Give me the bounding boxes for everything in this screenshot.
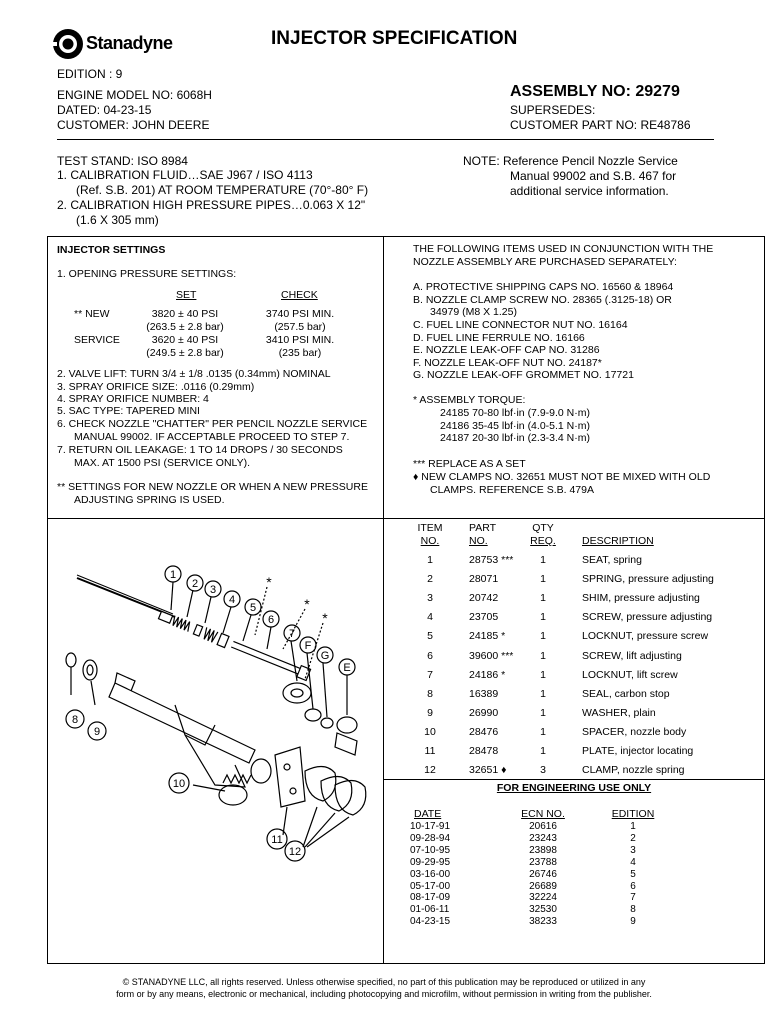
eng-edition: 4	[630, 857, 636, 868]
parts-description: SPRING, pressure adjusting	[582, 573, 714, 585]
eng-date: 01-06-11	[410, 904, 450, 915]
eng-date: 09-29-95	[410, 857, 451, 868]
opening-pressure: 1. OPENING PRESSURE SETTINGS:	[57, 268, 237, 280]
parts-qty: 1	[540, 611, 546, 623]
new-label: ** NEW	[74, 308, 110, 320]
eng-ecn: 23788	[529, 857, 557, 868]
parts-item-no: 2	[427, 573, 433, 585]
eng-ecn: 23898	[529, 845, 557, 856]
item-b-cont: 34979 (M8 X 1.25)	[430, 306, 517, 318]
service-check-psi: 3410 PSI MIN.	[265, 334, 335, 346]
parts-qty: 1	[540, 726, 546, 738]
calibration-fluid: 1. CALIBRATION FLUID…SAE J967 / ISO 4113	[57, 168, 313, 182]
calibration-fluid-ref: (Ref. S.B. 201) AT ROOM TEMPERATURE (70°-80° F)	[76, 183, 369, 197]
engine-model: ENGINE MODEL NO: 6068H	[57, 88, 212, 102]
eng-date: 03-16-00	[410, 869, 451, 880]
eng-date: 07-10-95	[410, 845, 451, 856]
parts-description: SHIM, pressure adjusting	[582, 592, 700, 604]
callout-6: 6	[267, 614, 275, 626]
parts-part-no: 39600 ***	[469, 650, 514, 662]
eng-edition: 5	[630, 869, 636, 880]
callout-g: G	[320, 650, 330, 662]
asterisk-3: *	[322, 610, 328, 626]
parts-item-no: 12	[424, 764, 436, 776]
injector-settings-title: INJECTOR SETTINGS	[57, 244, 166, 256]
parts-part-no: 28071	[469, 573, 499, 585]
box-vertical-divider	[383, 236, 384, 964]
parts-part-no: 28753 ***	[469, 554, 514, 566]
parts-part-no: 24186 *	[469, 669, 506, 681]
separate-intro-cont: NOZZLE ASSEMBLY ARE PURCHASED SEPARATELY:	[413, 256, 677, 268]
parts-qty: 3	[540, 764, 546, 776]
copyright-line-1: © STANADYNE LLC, all rights reserved. Unless otherwise specified, no part of this publication may be reproduced or utilized in any	[122, 977, 646, 987]
new-set-psi: 3820 ± 40 PSI	[151, 308, 219, 320]
note-line-2: Manual 99002 and S.B. 467 for	[510, 169, 677, 183]
box-middle-divider	[47, 518, 765, 519]
exploded-view-diagram	[55, 545, 375, 875]
item-e: E. NOZZLE LEAK-OFF CAP NO. 31286	[413, 344, 600, 356]
item-d: D. FUEL LINE FERRULE NO. 16166	[413, 332, 585, 344]
parts-item-no: 11	[424, 745, 436, 757]
stanadyne-logo-icon	[52, 28, 84, 60]
customer-part-number: CUSTOMER PART NO: RE48786	[510, 118, 691, 132]
item-header-2: NO.	[420, 535, 440, 547]
parts-description: SCREW, pressure adjusting	[582, 611, 713, 623]
qty-header-1: QTY	[532, 522, 554, 534]
date-header: DATE	[414, 808, 442, 820]
assembly-torque: * ASSEMBLY TORQUE:	[413, 394, 526, 406]
asterisk-1: *	[266, 574, 272, 590]
parts-qty: 1	[540, 573, 546, 585]
parts-part-no: 26990	[469, 707, 499, 719]
parts-description: CLAMP, nozzle spring	[582, 764, 685, 776]
eng-ecn: 26689	[529, 881, 557, 892]
parts-item-no: 3	[427, 592, 433, 604]
settings-footnote: ** SETTINGS FOR NEW NOZZLE OR WHEN A NEW PRESSURE	[57, 481, 368, 493]
valve-lift: 2. VALVE LIFT: TURN 3/4 ± 1/8 .0135 (0.34mm) NOMINAL	[57, 368, 331, 380]
eng-date: 09-28-94	[410, 833, 451, 844]
qty-header-2: REQ.	[530, 535, 556, 547]
parts-description: SEAL, carbon stop	[582, 688, 670, 700]
note-line-1: NOTE: Reference Pencil Nozzle Service	[463, 154, 678, 168]
copyright-line-2: form or by any means, electronic or mechanical, including photocopying and microfilm, without permission in writing from the publisher.	[116, 989, 652, 999]
replace-as-set: *** REPLACE AS A SET	[413, 458, 526, 470]
service-set-bar: (249.5 ± 2.8 bar)	[146, 347, 224, 359]
parts-part-no: 28478	[469, 745, 499, 757]
eng-date: 10-17-91	[410, 821, 451, 832]
parts-part-no: 24185 *	[469, 630, 506, 642]
engineering-divider	[383, 779, 765, 780]
new-clamps-note: ♦ NEW CLAMPS NO. 32651 MUST NOT BE MIXED WITH OLD	[413, 471, 711, 483]
new-clamps-note-cont: CLAMPS. REFERENCE S.B. 479A	[430, 484, 594, 496]
separate-intro: THE FOLLOWING ITEMS USED IN CONJUNCTION WITH THE	[413, 243, 714, 255]
callout-f: F	[304, 640, 312, 652]
parts-part-no: 23705	[469, 611, 499, 623]
item-header-1: ITEM	[417, 522, 443, 534]
parts-description: SEAT, spring	[582, 554, 642, 566]
parts-item-no: 8	[427, 688, 433, 700]
check-chatter: 6. CHECK NOZZLE "CHATTER" PER PENCIL NOZZLE SERVICE	[57, 418, 368, 430]
parts-description: LOCKNUT, lift screw	[582, 669, 678, 681]
brand-name: Stanadyne	[86, 33, 173, 53]
callout-8: 8	[71, 714, 79, 726]
torque-24185: 24185 70-80 lbf·in (7.9-9.0 N·m)	[440, 407, 590, 419]
eng-ecn: 23243	[529, 833, 557, 844]
eng-edition: 1	[630, 821, 636, 832]
parts-item-no: 6	[427, 650, 433, 662]
eng-edition: 8	[630, 904, 636, 915]
service-set-psi: 3620 ± 40 PSI	[151, 334, 219, 346]
parts-item-no: 7	[427, 669, 433, 681]
parts-item-no: 5	[427, 630, 433, 642]
parts-qty: 1	[540, 554, 546, 566]
parts-qty: 1	[540, 707, 546, 719]
parts-description: WASHER, plain	[582, 707, 656, 719]
eng-date: 08-17-09	[410, 892, 451, 903]
assembly-number: ASSEMBLY NO: 29279	[510, 83, 680, 100]
new-check-psi: 3740 PSI MIN.	[265, 308, 335, 320]
parts-qty: 1	[540, 592, 546, 604]
parts-qty: 1	[540, 688, 546, 700]
parts-part-no: 20742	[469, 592, 499, 604]
settings-footnote-cont: ADJUSTING SPRING IS USED.	[74, 494, 225, 506]
eng-date: 04-23-15	[410, 916, 451, 927]
callout-e: E	[343, 662, 351, 674]
callout-11: 11	[271, 834, 283, 846]
parts-description: SCREW, lift adjusting	[582, 650, 682, 662]
parts-item-no: 1	[427, 554, 433, 566]
callout-3: 3	[209, 584, 217, 596]
calibration-pipes: 2. CALIBRATION HIGH PRESSURE PIPES…0.063 X 12"	[57, 198, 366, 212]
eng-ecn: 32530	[529, 904, 557, 915]
eng-ecn: 32224	[529, 892, 557, 903]
callout-2: 2	[191, 578, 199, 590]
parts-qty: 1	[540, 745, 546, 757]
sac-type: 5. SAC TYPE: TAPERED MINI	[57, 405, 200, 417]
parts-description: PLATE, injector locating	[582, 745, 694, 757]
calibration-pipes-metric: (1.6 X 305 mm)	[76, 213, 159, 227]
new-set-bar: (263.5 ± 2.8 bar)	[146, 321, 224, 333]
edition-label: EDITION : 9	[57, 67, 123, 81]
test-stand: TEST STAND: ISO 8984	[57, 154, 188, 168]
stanadyne-logo	[52, 28, 202, 60]
page-title: INJECTOR SPECIFICATION	[271, 28, 518, 49]
parts-part-no: 16389	[469, 688, 499, 700]
item-g: G. NOZZLE LEAK-OFF GROMMET NO. 17721	[413, 369, 634, 381]
header-divider	[57, 139, 714, 140]
callout-10: 10	[172, 778, 186, 790]
check-header: CHECK	[281, 289, 318, 301]
callout-7: 7	[288, 628, 296, 640]
eng-edition: 9	[630, 916, 636, 927]
parts-qty: 1	[540, 630, 546, 642]
eng-ecn: 26746	[529, 869, 557, 880]
part-header-2: NO.	[469, 535, 488, 547]
set-header: SET	[176, 289, 197, 301]
engineering-title: FOR ENGINEERING USE ONLY	[496, 782, 652, 794]
eng-edition: 7	[630, 892, 636, 903]
eng-edition: 2	[630, 833, 636, 844]
parts-item-no: 4	[427, 611, 433, 623]
eng-edition: 6	[630, 881, 636, 892]
item-f: F. NOZZLE LEAK-OFF NUT NO. 24187*	[413, 357, 602, 369]
supersedes: SUPERSEDES:	[510, 103, 596, 117]
parts-qty: 1	[540, 650, 546, 662]
eng-edition: 3	[630, 845, 636, 856]
return-oil-leakage: 7. RETURN OIL LEAKAGE: 1 TO 14 DROPS / 30 SECONDS	[57, 444, 343, 456]
item-a: A. PROTECTIVE SHIPPING CAPS NO. 16560 & 18964	[413, 281, 674, 293]
description-header: DESCRIPTION	[582, 535, 654, 547]
service-label: SERVICE	[74, 334, 120, 346]
parts-description: LOCKNUT, pressure screw	[582, 630, 709, 642]
new-check-bar: (257.5 bar)	[274, 321, 326, 333]
parts-part-no: 32651 ♦	[469, 764, 507, 776]
parts-item-no: 9	[427, 707, 433, 719]
parts-part-no: 28476	[469, 726, 499, 738]
parts-description: SPACER, nozzle body	[582, 726, 687, 738]
part-header-1: PART	[469, 522, 497, 534]
parts-qty: 1	[540, 669, 546, 681]
callout-12: 12	[288, 846, 302, 858]
callout-5: 5	[249, 602, 257, 614]
item-b: B. NOZZLE CLAMP SCREW NO. 28365 (.3125-18) OR	[413, 294, 672, 306]
eng-ecn: 38233	[529, 916, 557, 927]
spray-orifice-number: 4. SPRAY ORIFICE NUMBER: 4	[57, 393, 209, 405]
edition-header: EDITION	[611, 808, 655, 820]
customer: CUSTOMER: JOHN DEERE	[57, 118, 210, 132]
return-oil-leakage-cont: MAX. AT 1500 PSI (SERVICE ONLY).	[74, 457, 251, 469]
torque-24187: 24187 20-30 lbf·in (2.3-3.4 N·m)	[440, 432, 590, 444]
service-check-bar: (235 bar)	[278, 347, 322, 359]
note-line-3: additional service information.	[510, 184, 669, 198]
dated: DATED: 04-23-15	[57, 103, 152, 117]
eng-ecn: 20616	[529, 821, 557, 832]
callout-9: 9	[93, 726, 101, 738]
parts-item-no: 10	[424, 726, 436, 738]
asterisk-2: *	[304, 596, 310, 612]
callout-1: 1	[169, 569, 177, 581]
check-chatter-cont: MANUAL 99002. IF ACCEPTABLE PROCEED TO STEP 7.	[74, 431, 350, 443]
torque-24186: 24186 35-45 lbf·in (4.0-5.1 N·m)	[440, 420, 590, 432]
eng-date: 05-17-00	[410, 881, 451, 892]
ecn-header: ECN NO.	[521, 808, 565, 820]
item-c: C. FUEL LINE CONNECTOR NUT NO. 16164	[413, 319, 628, 331]
callout-4: 4	[228, 594, 236, 606]
spray-orifice-size: 3. SPRAY ORIFICE SIZE: .0116 (0.29mm)	[57, 381, 255, 393]
